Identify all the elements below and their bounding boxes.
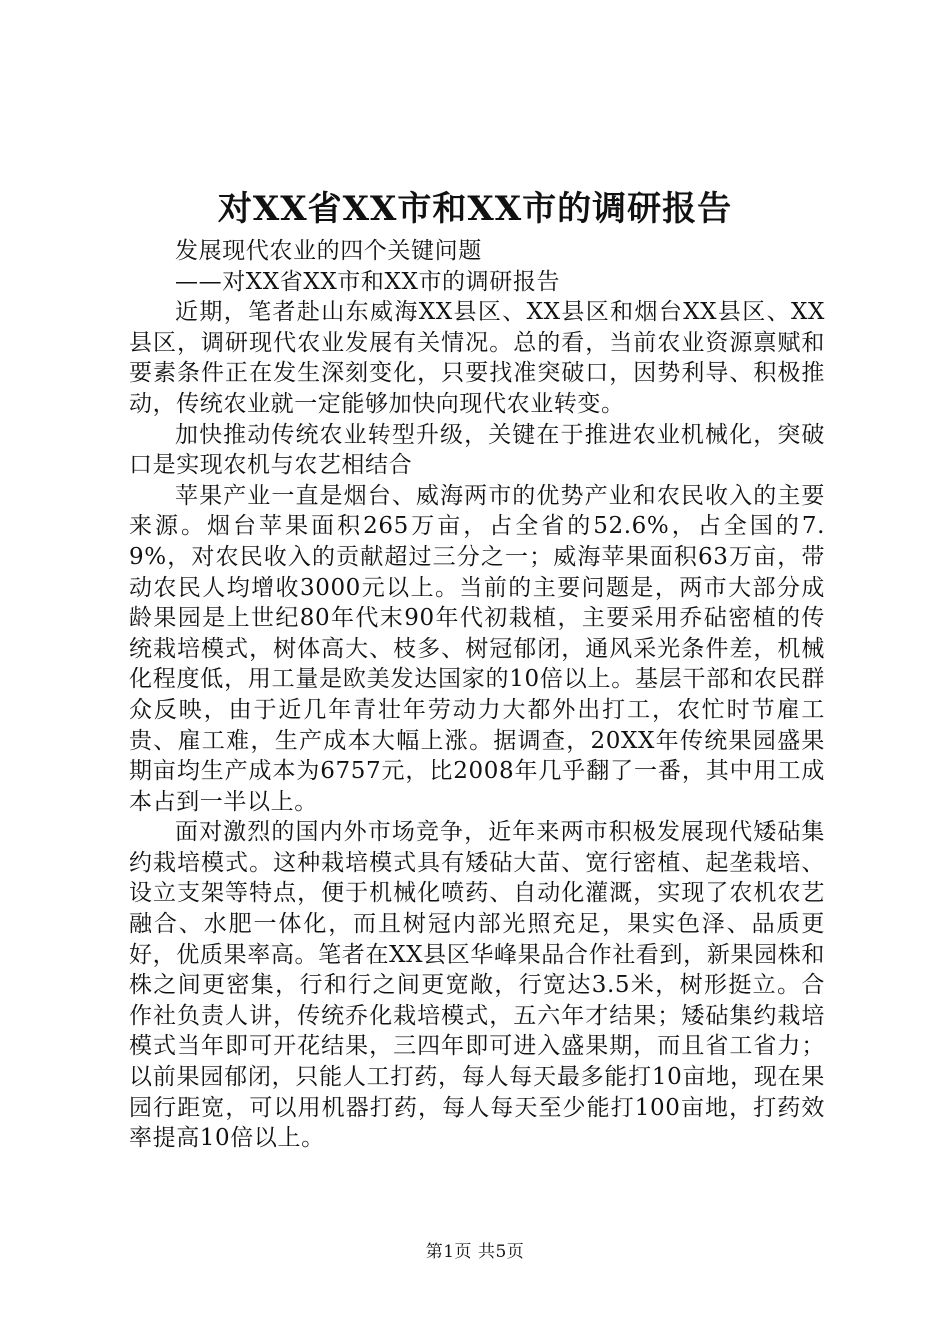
page-footer: 第1页 共5页 xyxy=(425,1242,525,1262)
paragraph-apple-industry: 苹果产业一直是烟台、威海两市的优势产业和农民收入的主要来源。烟台苹果面积265万亩，占全省的52.6%，占全国的7.9%，对农民收入的贡献超过三分之一；威海苹果面积63万亩，带动农民人均增收3000元以上。当前的主要问题是，两市大部分成龄果园是上世纪80年代末90年代初栽植，主要采用乔砧密植的传统栽培模式，树体高大、枝多、树冠郁闭，通风采光条件差，机械化程度低，用工量是欧美发达国家的10倍以上。基层干部和农民群众反映，由于近几年青壮年劳动力大都外出打工，农忙时节雇工贵、雇工难，生产成本大幅上涨。据调查，20XX年传统果园盛果期亩均生产成本为6757元，比2008年几乎翻了一番，其中用工成本占到一半以上。 xyxy=(129,482,825,815)
document-title: 对XX省XX市和XX市的调研报告 xyxy=(217,189,733,229)
document-body xyxy=(129,236,825,1154)
paragraph-intro: 近期，笔者赴山东威海XX县区、XX县区和烟台XX县区、XX县区，调研现代农业发展有关情况。总的看，当前农业资源禀赋和要素条件正在发生深刻变化，只要找准突破口，因势利导、积极推动，传统农业就一定能够加快向现代农业转变。 xyxy=(129,299,825,417)
paragraph-dwarf-cultivation: 面对激烈的国内外市场竞争，近年来两市积极发展现代矮砧集约栽培模式。这种栽培模式具有矮砧大苗、宽行密植、起垄栽培、设立支架等特点，便于机械化喷药、自动化灌溉，实现了农机农艺融合、水肥一体化，而且树冠内部光照充足，果实色泽、品质更好，优质果率高。笔者在XX县区华峰果品合作社看到，新果园株和株之间更密集，行和行之间更宽敞，行宽达3.5米，树形挺立。合作社负责人讲，传统乔化栽培模式，五六年才结果；矮砧集约栽培模式当年即可开花结果，三四年即可进入盛果期，而且省工省力；以前果园郁闭，只能人工打药，每人每天最多能打10亩地，现在果园行距宽，可以用机器打药，每人每天至少能打100亩地，打药效率提高10倍以上。 xyxy=(129,819,825,1152)
document-subtitle-secondary: ——对XX省XX市和XX市的调研报告 xyxy=(175,268,561,295)
document-subtitle: 发展现代农业的四个关键问题 xyxy=(175,238,482,264)
paragraph-heading: 加快推动传统农业转型升级，关键在于推进农业机械化，突破口是实现农机与农艺相结合 xyxy=(129,421,825,479)
